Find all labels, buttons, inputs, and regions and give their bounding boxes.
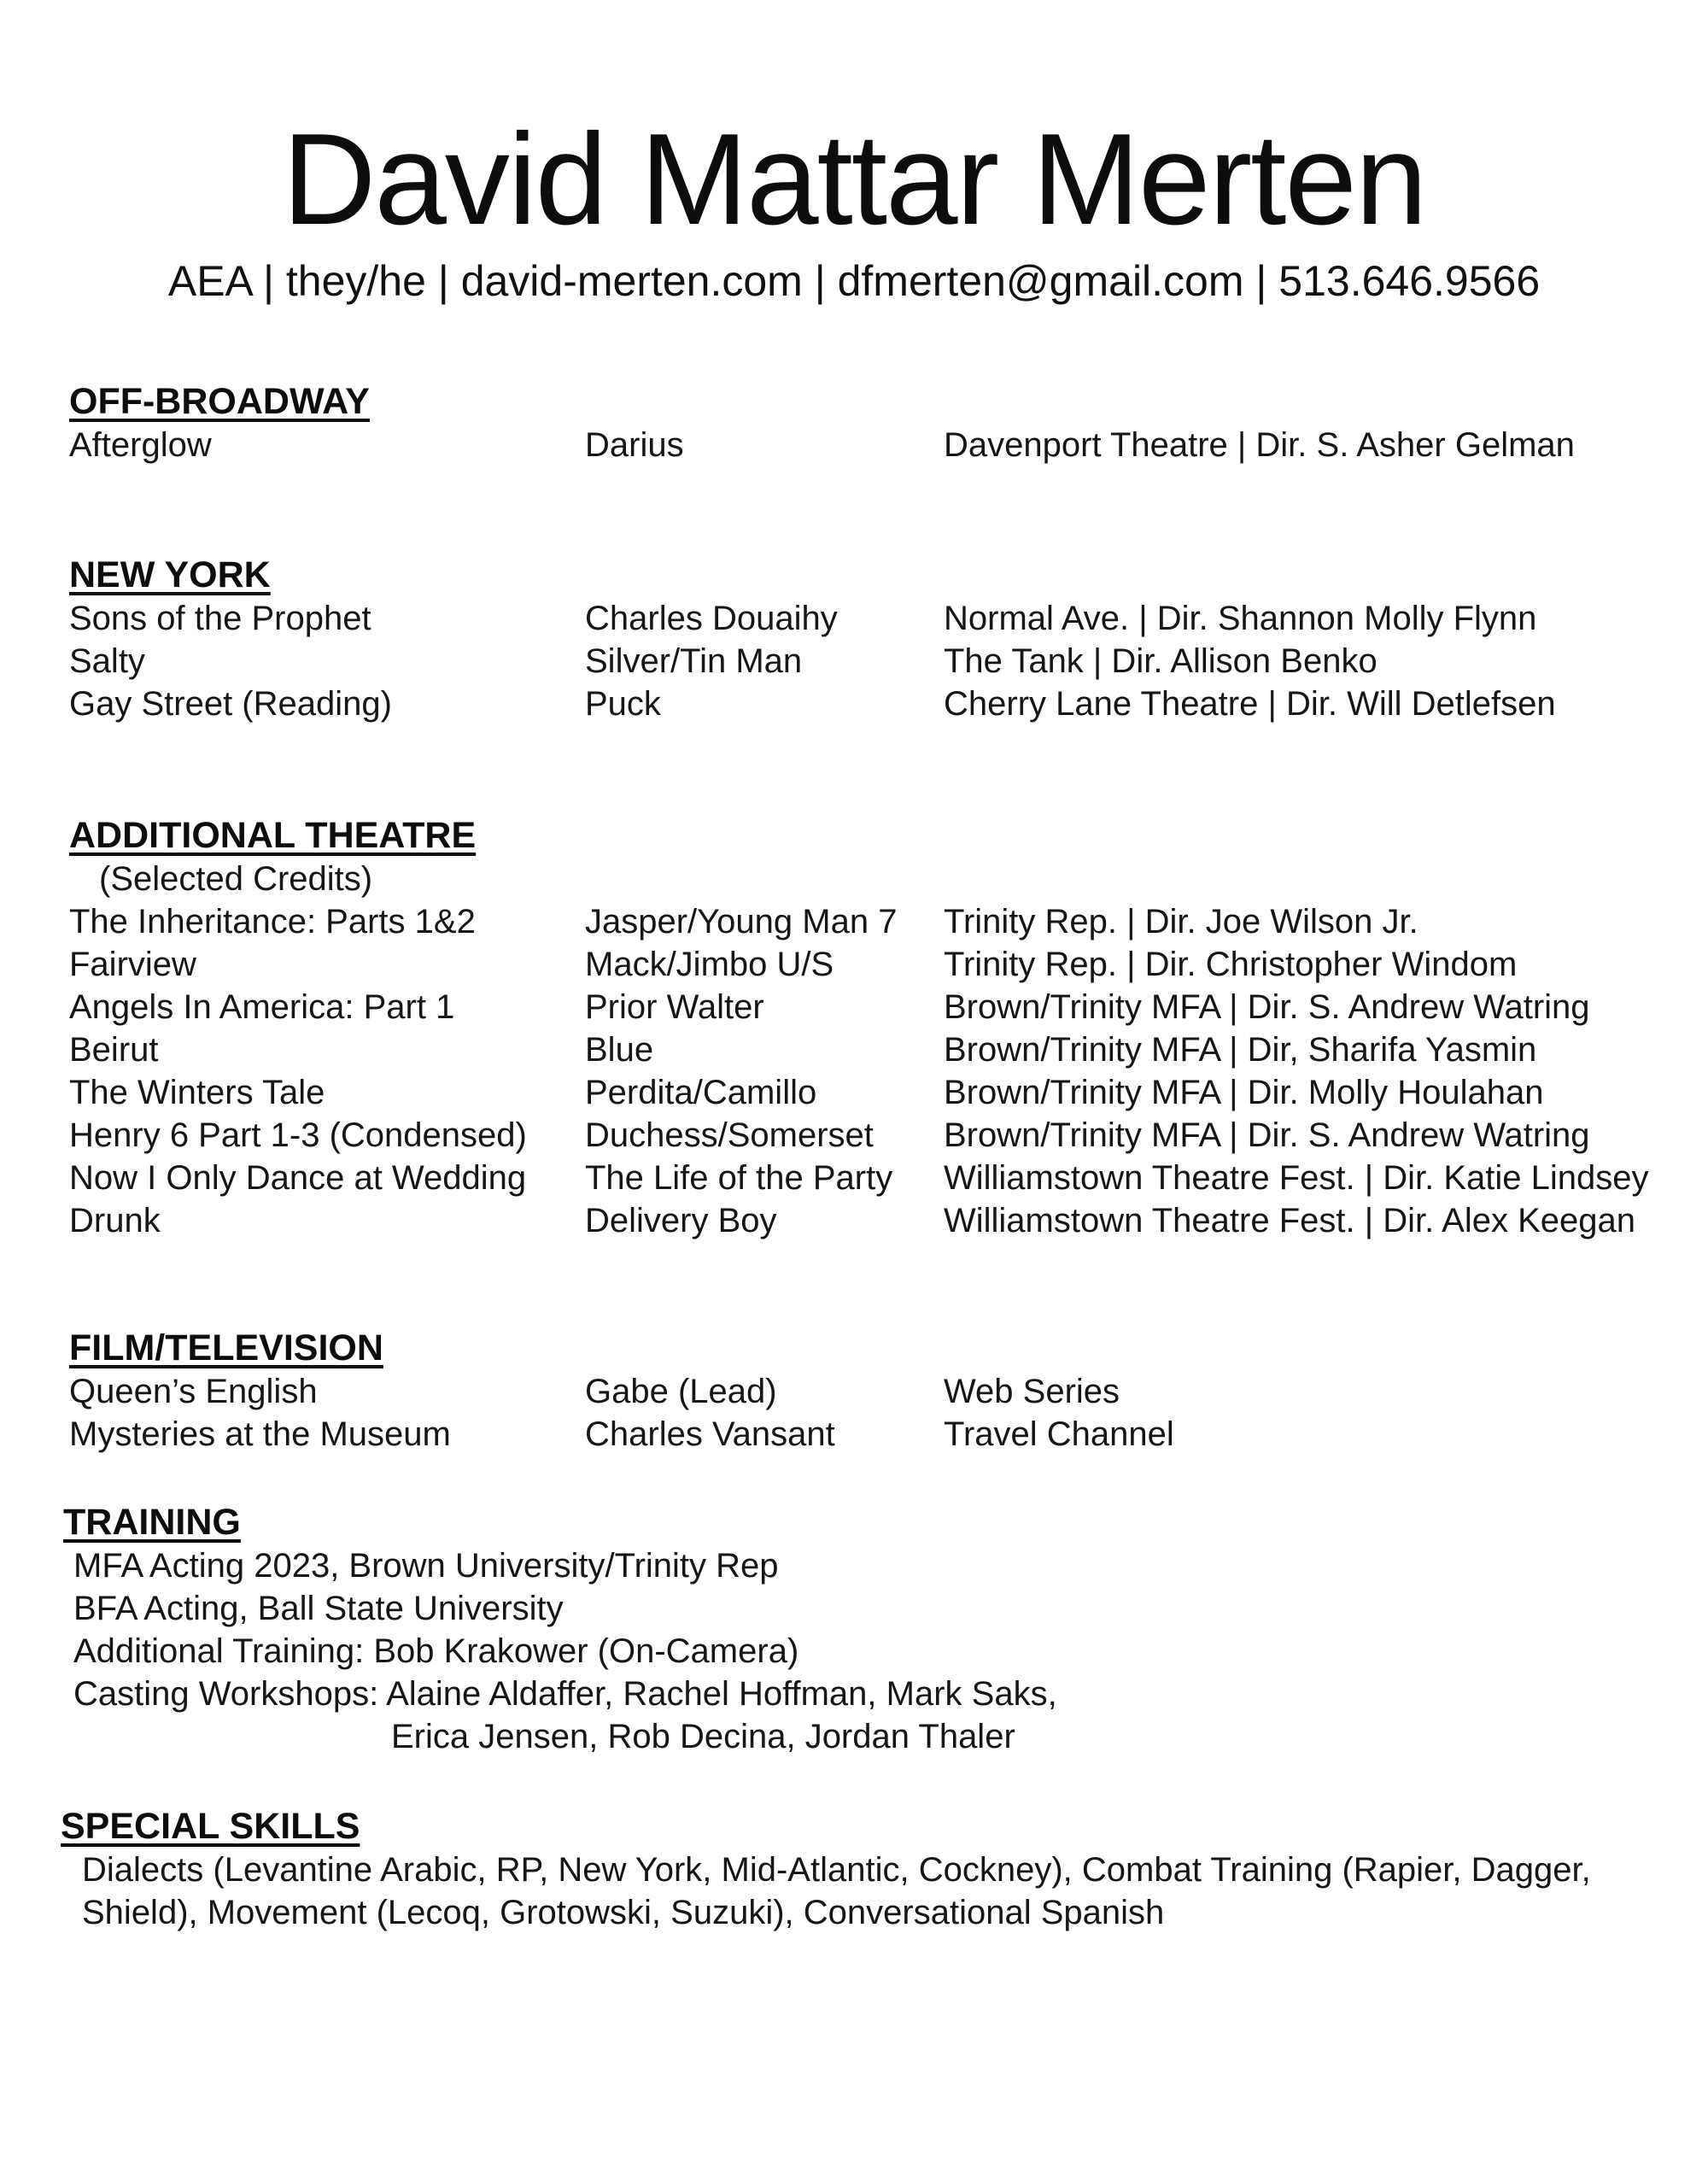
credit-title: Gay Street (Reading) (69, 685, 392, 723)
section-heading-new-york: NEW YORK (69, 554, 271, 595)
section-heading-additional-theatre: ADDITIONAL THEATRE (69, 815, 477, 856)
credit-row (0, 1157, 1708, 1199)
credit-role: Charles Vansant (585, 1415, 835, 1453)
credit-venue: Trinity Rep. | Dir. Christopher Windom (944, 946, 1518, 983)
credit-venue: Brown/Trinity MFA | Dir. Molly Houlahan (944, 1074, 1544, 1111)
credit-title: Fairview (69, 946, 196, 983)
section-heading-training: TRAINING (63, 1502, 241, 1543)
credit-row (0, 1199, 1708, 1242)
credit-venue: Web Series (944, 1373, 1120, 1410)
section-heading-special-skills: SPECIAL SKILLS (61, 1806, 360, 1847)
credit-row (0, 597, 1708, 640)
credit-title: The Winters Tale (69, 1074, 325, 1111)
credit-row (0, 1114, 1708, 1157)
credit-title: Sons of the Prophet (69, 600, 371, 637)
skills-line: Shield), Movement (Lecoq, Grotowski, Suzuki), Conversational Spanish (82, 1894, 1165, 1931)
skills-line: Dialects (Levantine Arabic, RP, New York, Mid-Atlantic, Cockney), Combat Training (Rapier, Dagger, (82, 1851, 1591, 1889)
credit-role: Prior Walter (585, 988, 764, 1026)
credit-role: The Life of the Party (585, 1159, 893, 1197)
credit-title: Beirut (69, 1031, 159, 1069)
credit-row (0, 1413, 1708, 1456)
contact-line: AEA | they/he | david-merten.com | dfmerten@gmail.com | 513.646.9566 (167, 257, 1541, 305)
training-line: Casting Workshops: Alaine Aldaffer, Rachel Hoffman, Mark Saks, (73, 1675, 1057, 1713)
credit-role: Gabe (Lead) (585, 1373, 777, 1410)
credit-role: Perdita/Camillo (585, 1074, 817, 1111)
credit-row (0, 640, 1708, 683)
credit-title: The Inheritance: Parts 1&2 (69, 903, 476, 940)
credit-title: Henry 6 Part 1-3 (Condensed) (69, 1116, 527, 1154)
credit-title: Queen’s English (69, 1373, 318, 1410)
credit-role: Duchess/Somerset (585, 1116, 874, 1154)
selected-credits-note: (Selected Credits) (99, 860, 373, 898)
credit-row (0, 424, 1708, 466)
training-line: MFA Acting 2023, Brown University/Trinity Rep (73, 1547, 779, 1585)
credit-row (0, 900, 1708, 943)
credit-venue: Brown/Trinity MFA | Dir. S. Andrew Watring (944, 1116, 1590, 1154)
credit-venue: Trinity Rep. | Dir. Joe Wilson Jr. (944, 903, 1418, 940)
section-heading-off-broadway: OFF-BROADWAY (69, 381, 370, 422)
credit-row (0, 1370, 1708, 1413)
credit-role: Blue (585, 1031, 654, 1069)
credit-title: Mysteries at the Museum (69, 1415, 451, 1453)
credit-row (0, 1071, 1708, 1114)
credit-row (0, 986, 1708, 1028)
credit-title: Now I Only Dance at Wedding (69, 1159, 527, 1197)
credit-venue: Normal Ave. | Dir. Shannon Molly Flynn (944, 600, 1537, 637)
credit-role: Darius (585, 426, 684, 464)
section-heading-film-television: FILM/TELEVISION (69, 1327, 383, 1368)
credit-venue: Cherry Lane Theatre | Dir. Will Detlefsen (944, 685, 1556, 723)
credit-row (0, 1028, 1708, 1071)
credit-title: Drunk (69, 1202, 161, 1239)
credit-title: Angels In America: Part 1 (69, 988, 455, 1026)
credit-venue: Travel Channel (944, 1415, 1174, 1453)
credit-role: Mack/Jimbo U/S (585, 946, 834, 983)
credit-venue: Williamstown Theatre Fest. | Dir. Katie Lindsey (944, 1159, 1649, 1197)
training-line: Erica Jensen, Rob Decina, Jordan Thaler (391, 1718, 1015, 1755)
credit-role: Puck (585, 685, 661, 723)
training-line: Additional Training: Bob Krakower (On-Camera) (73, 1632, 799, 1670)
credit-role: Silver/Tin Man (585, 642, 803, 680)
credit-venue: The Tank | Dir. Allison Benko (944, 642, 1378, 680)
credit-row (0, 943, 1708, 986)
credit-role: Charles Douaihy (585, 600, 838, 637)
credit-role: Delivery Boy (585, 1202, 777, 1239)
credit-title: Afterglow (69, 426, 212, 464)
credit-venue: Davenport Theatre | Dir. S. Asher Gelman (944, 426, 1575, 464)
training-line: BFA Acting, Ball State University (73, 1590, 564, 1627)
credit-row (0, 683, 1708, 725)
credit-role: Jasper/Young Man 7 (585, 903, 898, 940)
credit-venue: Williamstown Theatre Fest. | Dir. Alex Keegan (944, 1202, 1635, 1239)
actor-name: David Mattar Merten (282, 107, 1426, 252)
credit-title: Salty (69, 642, 145, 680)
credit-venue: Brown/Trinity MFA | Dir, Sharifa Yasmin (944, 1031, 1537, 1069)
credit-venue: Brown/Trinity MFA | Dir. S. Andrew Watring (944, 988, 1590, 1026)
